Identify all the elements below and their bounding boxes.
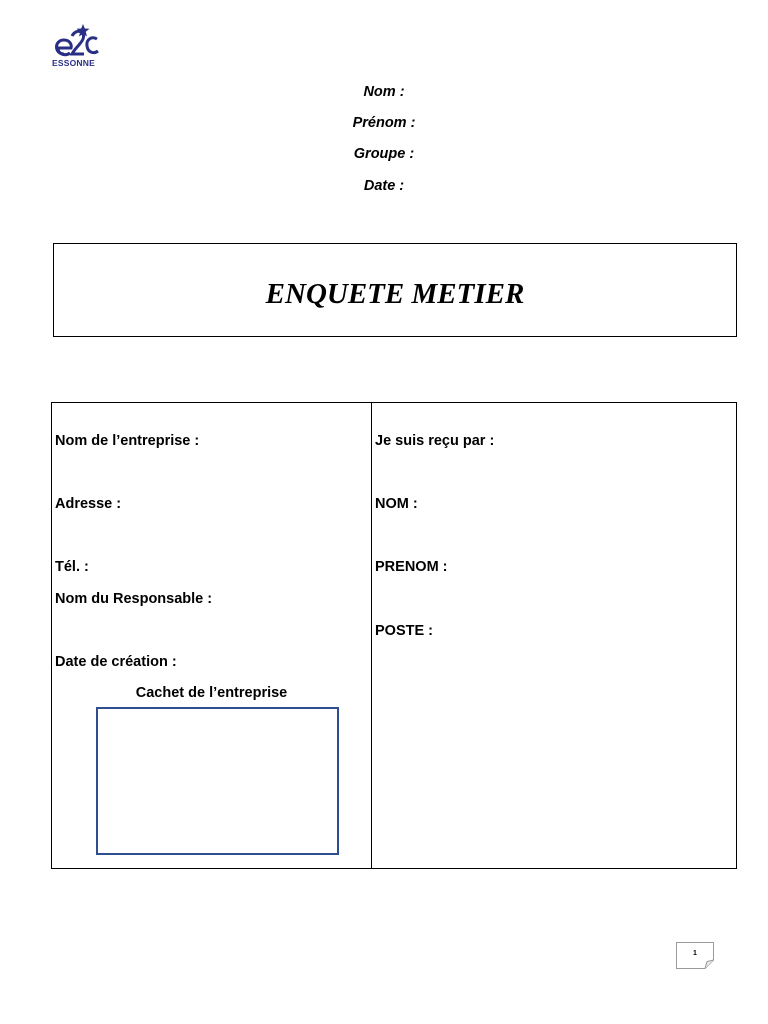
company-stamp-box bbox=[96, 707, 339, 855]
stamp-caption: Cachet de l’entreprise bbox=[135, 685, 288, 701]
groupe-field-label: Groupe : bbox=[353, 146, 415, 162]
company-info-table bbox=[51, 402, 737, 869]
nom-field-label: Nom : bbox=[363, 84, 405, 100]
received-by-label: Je suis reçu par : bbox=[375, 433, 495, 449]
title-box bbox=[53, 243, 737, 337]
contact-poste-label: POSTE : bbox=[375, 623, 434, 639]
company-address-label: Adresse : bbox=[55, 496, 122, 512]
company-manager-label: Nom du Responsable : bbox=[55, 591, 213, 607]
page-number: 1 bbox=[693, 950, 697, 957]
prenom-field-label: Prénom : bbox=[352, 115, 416, 131]
company-creation-date-label: Date de création : bbox=[55, 654, 177, 670]
page-number-badge bbox=[676, 942, 714, 969]
document-title: ENQUETE METIER bbox=[265, 277, 525, 310]
company-phone-label: Tél. : bbox=[55, 559, 89, 575]
column-divider bbox=[371, 403, 372, 868]
contact-nom-label: NOM : bbox=[375, 496, 418, 512]
company-name-label: Nom de l’entreprise : bbox=[55, 433, 200, 449]
contact-prenom-label: PRENOM : bbox=[375, 559, 448, 575]
logo-essonne-text: ESSONNE bbox=[52, 58, 95, 68]
date-field-label: Date : bbox=[363, 178, 405, 194]
